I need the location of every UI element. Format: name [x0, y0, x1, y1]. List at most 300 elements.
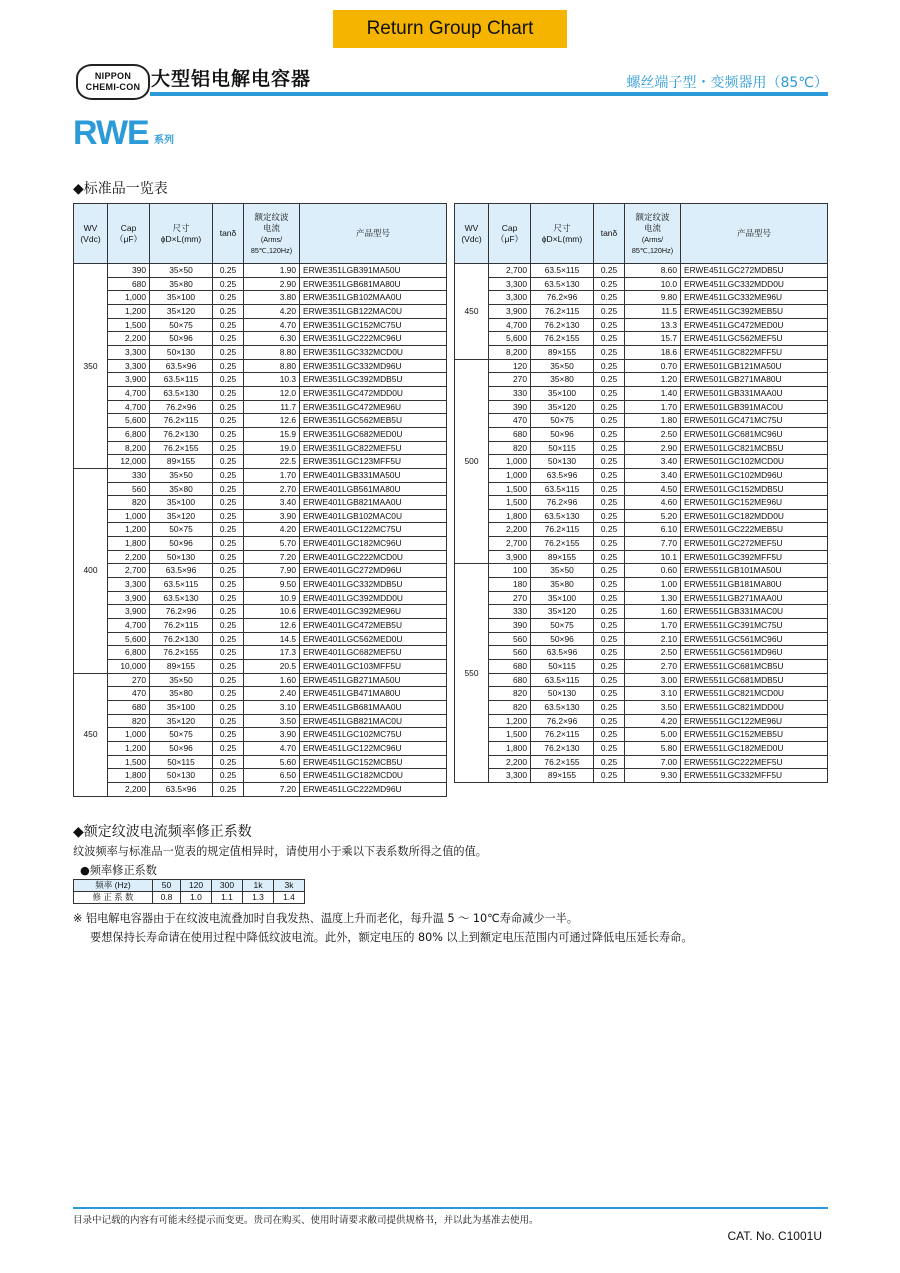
cap-cell: 1,000: [489, 455, 531, 469]
ripple-cell: 4.20: [625, 714, 681, 728]
ripple-cell: 6.10: [625, 523, 681, 537]
tan-cell: 0.25: [213, 400, 244, 414]
tan-cell: 0.25: [594, 523, 625, 537]
cap-cell: 390: [489, 619, 531, 633]
size-cell: 35×50: [150, 468, 213, 482]
cap-cell: 3,900: [489, 550, 531, 564]
table-row: [455, 673, 828, 687]
part-number-cell: ERWE451LGC102MC75U: [300, 728, 447, 742]
tan-cell: 0.25: [213, 687, 244, 701]
part-number-cell: ERWE501LGC681MC96U: [681, 427, 828, 441]
ripple-cell: 1.70: [625, 400, 681, 414]
logo-line2: CHEMI-CON: [85, 82, 141, 92]
size-cell: 35×50: [150, 264, 213, 278]
part-number-cell: ERWE551LGB331MAC0U: [681, 605, 828, 619]
return-group-chart-button[interactable]: Return Group Chart: [333, 10, 567, 48]
part-number-cell: ERWE351LGC332MCD0U: [300, 345, 447, 359]
size-cell: 50×130: [531, 687, 594, 701]
col-cap: Cap （μF）: [108, 204, 150, 264]
note-ripple: 要想保持长寿命请在使用过程中降低纹波电流。此外，额定电压的 80% 以上到额定电压范围内可通过降低电压延长寿命。: [90, 931, 693, 944]
part-number-cell: ERWE351LGC562MEB5U: [300, 414, 447, 428]
cap-cell: 5,600: [108, 414, 150, 428]
tan-cell: 0.25: [213, 414, 244, 428]
size-cell: 50×115: [150, 755, 213, 769]
col-cap: Cap （μF）: [489, 204, 531, 264]
size-cell: 50×130: [150, 345, 213, 359]
size-cell: 89×155: [150, 455, 213, 469]
tan-cell: 0.25: [594, 455, 625, 469]
part-number-cell: ERWE501LGB271MA80U: [681, 373, 828, 387]
size-cell: 35×80: [150, 687, 213, 701]
ripple-cell: 1.70: [625, 619, 681, 633]
tan-cell: 0.25: [213, 304, 244, 318]
size-cell: 50×130: [150, 769, 213, 783]
cap-cell: 680: [489, 427, 531, 441]
cap-cell: 1,800: [489, 509, 531, 523]
size-cell: 76.2×96: [531, 496, 594, 510]
table-row: [74, 304, 447, 318]
tan-cell: 0.25: [594, 332, 625, 346]
part-number-cell: ERWE401LGC122MC75U: [300, 523, 447, 537]
table-row: [455, 564, 828, 578]
cap-cell: 3,300: [108, 578, 150, 592]
ripple-cell: 1.70: [244, 468, 300, 482]
cap-cell: 6,800: [108, 427, 150, 441]
tan-cell: 0.25: [213, 728, 244, 742]
cap-cell: 10,000: [108, 660, 150, 674]
tan-cell: 0.25: [213, 427, 244, 441]
part-number-cell: ERWE351LGC152MC75U: [300, 318, 447, 332]
ripple-cell: 0.60: [625, 564, 681, 578]
ripple-cell: 15.7: [625, 332, 681, 346]
tan-cell: 0.25: [594, 427, 625, 441]
table-row: [74, 537, 447, 551]
table-row: [455, 619, 828, 633]
size-cell: 35×80: [150, 277, 213, 291]
ripple-cell: 5.60: [244, 755, 300, 769]
size-cell: 63.5×130: [150, 591, 213, 605]
table-row: [74, 755, 447, 769]
ripple-cell: 3.50: [625, 701, 681, 715]
ripple-cell: 9.50: [244, 578, 300, 592]
cap-cell: 3,300: [108, 359, 150, 373]
table-row: [455, 414, 828, 428]
cap-cell: 180: [489, 578, 531, 592]
cap-cell: 2,200: [489, 523, 531, 537]
table-header-row: [455, 204, 828, 264]
size-cell: 63.5×130: [150, 386, 213, 400]
col-ripple: 额定纹波 电流 (Arms/ 85℃,120Hz): [625, 204, 681, 264]
size-cell: 63.5×96: [150, 782, 213, 796]
cap-cell: 470: [108, 687, 150, 701]
size-cell: 76.2×130: [150, 427, 213, 441]
part-number-cell: ERWE551LGC561MC96U: [681, 632, 828, 646]
cap-cell: 330: [489, 605, 531, 619]
size-cell: 63.5×130: [531, 277, 594, 291]
cap-cell: 330: [108, 468, 150, 482]
size-cell: 63.5×96: [150, 564, 213, 578]
tan-cell: 0.25: [594, 468, 625, 482]
part-number-cell: ERWE351LGB391MA50U: [300, 264, 447, 278]
size-cell: 50×115: [531, 660, 594, 674]
tan-cell: 0.25: [213, 386, 244, 400]
table-row: [74, 701, 447, 715]
ripple-cell: 1.40: [625, 386, 681, 400]
size-cell: 76.2×130: [150, 632, 213, 646]
part-number-cell: ERWE401LGB561MA80U: [300, 482, 447, 496]
tan-cell: 0.25: [213, 291, 244, 305]
cap-cell: 680: [108, 701, 150, 715]
tan-cell: 0.25: [594, 400, 625, 414]
tan-cell: 0.25: [213, 482, 244, 496]
part-number-cell: ERWE351LGB681MA80U: [300, 277, 447, 291]
size-cell: 50×96: [150, 741, 213, 755]
part-number-cell: ERWE551LGC561MD96U: [681, 646, 828, 660]
part-number-cell: ERWE451LGC332MDD0U: [681, 277, 828, 291]
table-row: [455, 646, 828, 660]
cap-cell: 560: [489, 632, 531, 646]
table-row: [455, 427, 828, 441]
size-cell: 63.5×130: [531, 509, 594, 523]
tan-cell: 0.25: [594, 755, 625, 769]
cap-cell: 2,700: [108, 564, 150, 578]
cap-cell: 2,200: [108, 782, 150, 796]
tan-cell: 0.25: [213, 264, 244, 278]
cap-cell: 3,900: [108, 605, 150, 619]
table-row: [74, 591, 447, 605]
cap-cell: 820: [489, 687, 531, 701]
cap-cell: 820: [489, 441, 531, 455]
tan-cell: 0.25: [594, 728, 625, 742]
tan-cell: 0.25: [213, 619, 244, 633]
size-cell: 50×115: [531, 441, 594, 455]
table-row: [74, 782, 447, 796]
table-row: [455, 550, 828, 564]
size-cell: 35×100: [150, 496, 213, 510]
tan-cell: 0.25: [594, 714, 625, 728]
size-cell: 76.2×155: [531, 332, 594, 346]
ripple-cell: 15.9: [244, 427, 300, 441]
ripple-cell: 3.10: [244, 701, 300, 715]
table-row: [455, 496, 828, 510]
size-cell: 35×50: [531, 359, 594, 373]
table-row: [74, 673, 447, 687]
table-row: [455, 304, 828, 318]
size-cell: 63.5×130: [531, 701, 594, 715]
tan-cell: 0.25: [594, 646, 625, 660]
size-cell: 76.2×96: [531, 714, 594, 728]
table-row: [455, 318, 828, 332]
part-number-cell: ERWE451LGC182MCD0U: [300, 769, 447, 783]
size-cell: 63.5×115: [531, 482, 594, 496]
size-cell: 35×80: [531, 373, 594, 387]
size-cell: 50×96: [150, 332, 213, 346]
tan-cell: 0.25: [213, 496, 244, 510]
size-cell: 76.2×96: [150, 605, 213, 619]
cap-cell: 8,200: [108, 441, 150, 455]
part-number-cell: ERWE551LGC391MC75U: [681, 619, 828, 633]
tan-cell: 0.25: [594, 591, 625, 605]
part-number-cell: ERWE351LGC472MDD0U: [300, 386, 447, 400]
cap-cell: 2,200: [108, 332, 150, 346]
col-part-number: 产品型号: [300, 204, 447, 264]
tan-cell: 0.25: [594, 578, 625, 592]
cap-cell: 1,200: [489, 714, 531, 728]
cap-cell: 3,900: [108, 373, 150, 387]
ripple-cell: 6.50: [244, 769, 300, 783]
tan-cell: 0.25: [213, 345, 244, 359]
coefficient-row: [74, 892, 305, 904]
cap-cell: 1,200: [108, 304, 150, 318]
ripple-cell: 17.3: [244, 646, 300, 660]
cap-cell: 560: [108, 482, 150, 496]
ripple-cell: 5.80: [625, 741, 681, 755]
size-cell: 35×100: [531, 591, 594, 605]
part-number-cell: ERWE401LGC682MEF5U: [300, 646, 447, 660]
tan-cell: 0.25: [213, 782, 244, 796]
table-row: [74, 414, 447, 428]
ripple-cell: 9.80: [625, 291, 681, 305]
size-cell: 76.2×115: [531, 523, 594, 537]
table-row: [455, 728, 828, 742]
size-cell: 35×80: [531, 578, 594, 592]
ripple-cell: 13.3: [625, 318, 681, 332]
cap-cell: 2,200: [489, 755, 531, 769]
tan-cell: 0.25: [594, 564, 625, 578]
cap-cell: 12,000: [108, 455, 150, 469]
size-cell: 89×155: [531, 345, 594, 359]
size-cell: 35×120: [531, 605, 594, 619]
part-number-cell: ERWE401LGB331MA50U: [300, 468, 447, 482]
cap-cell: 3,300: [489, 769, 531, 783]
part-number-cell: ERWE501LGB331MAA0U: [681, 386, 828, 400]
part-number-cell: ERWE551LGC122ME96U: [681, 714, 828, 728]
standard-table-left: [73, 203, 447, 797]
size-cell: 35×100: [150, 701, 213, 715]
table-row: [74, 482, 447, 496]
part-number-cell: ERWE551LGC681MCB5U: [681, 660, 828, 674]
tan-cell: 0.25: [594, 509, 625, 523]
part-number-cell: ERWE501LGC222MEB5U: [681, 523, 828, 537]
tan-cell: 0.25: [594, 482, 625, 496]
ripple-cell: 1.00: [625, 578, 681, 592]
table-row: [74, 468, 447, 482]
ripple-cell: 2.50: [625, 646, 681, 660]
cap-cell: 270: [489, 591, 531, 605]
ripple-cell: 10.1: [625, 550, 681, 564]
table-row: [455, 578, 828, 592]
ripple-cell: 19.0: [244, 441, 300, 455]
size-cell: 63.5×115: [531, 673, 594, 687]
tan-cell: 0.25: [594, 619, 625, 633]
size-cell: 35×120: [150, 714, 213, 728]
part-number-cell: ERWE551LGC821MCD0U: [681, 687, 828, 701]
tan-cell: 0.25: [594, 345, 625, 359]
table-row: [455, 509, 828, 523]
table-row: [455, 455, 828, 469]
freq-cell: 3k: [274, 880, 305, 892]
table-row: [74, 373, 447, 387]
part-number-cell: ERWE451LGC562MEF5U: [681, 332, 828, 346]
table-row: [74, 496, 447, 510]
table-row: [74, 455, 447, 469]
coef-cell: 1.0: [181, 892, 212, 904]
ripple-cell: 3.50: [244, 714, 300, 728]
tan-cell: 0.25: [213, 673, 244, 687]
col-tan: tanδ: [213, 204, 244, 264]
tan-cell: 0.25: [594, 632, 625, 646]
cap-cell: 5,600: [489, 332, 531, 346]
part-number-cell: ERWE351LGC822MEF5U: [300, 441, 447, 455]
ripple-cell: 7.20: [244, 782, 300, 796]
tan-cell: 0.25: [213, 455, 244, 469]
ripple-cell: 4.60: [625, 496, 681, 510]
ripple-cell: 3.10: [625, 687, 681, 701]
ripple-cell: 20.5: [244, 660, 300, 674]
tan-cell: 0.25: [213, 578, 244, 592]
size-cell: 35×50: [531, 564, 594, 578]
size-cell: 89×155: [531, 550, 594, 564]
size-cell: 76.2×115: [531, 728, 594, 742]
part-number-cell: ERWE351LGB122MAC0U: [300, 304, 447, 318]
size-cell: 35×100: [150, 291, 213, 305]
part-number-cell: ERWE501LGC471MC75U: [681, 414, 828, 428]
table-row: [74, 728, 447, 742]
wv-cell: 550: [455, 564, 489, 783]
table-row: [74, 386, 447, 400]
table-row: [455, 441, 828, 455]
tan-cell: 0.25: [213, 373, 244, 387]
cap-cell: 680: [489, 660, 531, 674]
table-row: [74, 441, 447, 455]
ripple-cell: 9.30: [625, 769, 681, 783]
col-tan: tanδ: [594, 204, 625, 264]
table-row: [74, 769, 447, 783]
table-row: [74, 264, 447, 278]
ripple-cell: 22.5: [244, 455, 300, 469]
table-row: [74, 687, 447, 701]
cap-cell: 1,500: [489, 482, 531, 496]
tan-cell: 0.25: [213, 769, 244, 783]
size-cell: 63.5×115: [531, 264, 594, 278]
part-number-cell: ERWE501LGC152MDB5U: [681, 482, 828, 496]
size-cell: 89×155: [150, 660, 213, 674]
tan-cell: 0.25: [594, 277, 625, 291]
part-number-cell: ERWE451LGC472MED0U: [681, 318, 828, 332]
ripple-cell: 5.70: [244, 537, 300, 551]
part-number-cell: ERWE451LGC392MEB5U: [681, 304, 828, 318]
catalog-number: CAT. No. C1001U: [727, 1229, 822, 1243]
cap-cell: 1,000: [108, 728, 150, 742]
part-number-cell: ERWE451LGB471MA80U: [300, 687, 447, 701]
tan-cell: 0.25: [594, 441, 625, 455]
cap-cell: 270: [489, 373, 531, 387]
part-number-cell: ERWE401LGC332MDB5U: [300, 578, 447, 592]
size-cell: 76.2×96: [150, 400, 213, 414]
tan-cell: 0.25: [213, 660, 244, 674]
cap-cell: 6,800: [108, 646, 150, 660]
tan-cell: 0.25: [594, 414, 625, 428]
cap-cell: 270: [108, 673, 150, 687]
table-row: [74, 632, 447, 646]
size-cell: 50×96: [150, 537, 213, 551]
cap-cell: 5,600: [108, 632, 150, 646]
tan-cell: 0.25: [594, 318, 625, 332]
cap-cell: 1,000: [108, 509, 150, 523]
part-number-cell: ERWE451LGB271MA50U: [300, 673, 447, 687]
tan-cell: 0.25: [594, 550, 625, 564]
tan-cell: 0.25: [594, 304, 625, 318]
size-cell: 63.5×96: [531, 646, 594, 660]
ripple-cell: 7.00: [625, 755, 681, 769]
col-size: 尺寸 ϕD×L(mm): [531, 204, 594, 264]
tan-cell: 0.25: [213, 441, 244, 455]
cap-cell: 820: [108, 496, 150, 510]
ripple-cell: 1.80: [625, 414, 681, 428]
part-number-cell: ERWE451LGC272MDB5U: [681, 264, 828, 278]
ripple-cell: 1.60: [244, 673, 300, 687]
part-number-cell: ERWE401LGC182MC96U: [300, 537, 447, 551]
ripple-cell: 3.90: [244, 728, 300, 742]
cap-cell: 390: [108, 264, 150, 278]
size-cell: 50×75: [531, 414, 594, 428]
coef-cell: 0.8: [153, 892, 181, 904]
table-row: [455, 332, 828, 346]
table-row: [74, 509, 447, 523]
footer-rule: [73, 1207, 828, 1209]
part-number-cell: ERWE351LGB102MAA0U: [300, 291, 447, 305]
frequency-table-title: ●频率修正系数: [80, 864, 157, 877]
part-number-cell: ERWE401LGB102MAC0U: [300, 509, 447, 523]
part-number-cell: ERWE401LGC392ME96U: [300, 605, 447, 619]
table-row: [74, 564, 447, 578]
part-number-cell: ERWE451LGB681MAA0U: [300, 701, 447, 715]
part-number-cell: ERWE451LGC332ME96U: [681, 291, 828, 305]
cap-cell: 3,900: [489, 304, 531, 318]
ripple-cell: 18.6: [625, 345, 681, 359]
standard-table-right: [454, 203, 828, 783]
tan-cell: 0.25: [213, 509, 244, 523]
tan-cell: 0.25: [594, 605, 625, 619]
col-part-number: 产品型号: [681, 204, 828, 264]
tan-cell: 0.25: [594, 386, 625, 400]
size-cell: 76.2×130: [531, 741, 594, 755]
ripple-cell: 12.6: [244, 414, 300, 428]
part-number-cell: ERWE501LGB121MA50U: [681, 359, 828, 373]
cap-cell: 390: [489, 400, 531, 414]
ripple-cell: 2.10: [625, 632, 681, 646]
table-header-row: [74, 204, 447, 264]
size-cell: 76.2×155: [150, 441, 213, 455]
cap-cell: 1,800: [108, 537, 150, 551]
part-number-cell: ERWE351LGC682MED0U: [300, 427, 447, 441]
tan-cell: 0.25: [213, 714, 244, 728]
cap-cell: 330: [489, 386, 531, 400]
part-number-cell: ERWE351LGC123MFF5U: [300, 455, 447, 469]
cap-cell: 1,000: [108, 291, 150, 305]
ripple-cell: 7.90: [244, 564, 300, 578]
col-size: 尺寸 ϕD×L(mm): [150, 204, 213, 264]
table-row: [455, 660, 828, 674]
frequency-row: [74, 880, 305, 892]
tan-cell: 0.25: [594, 769, 625, 783]
table-row: [74, 345, 447, 359]
size-cell: 63.5×115: [150, 578, 213, 592]
table-row: [455, 755, 828, 769]
wv-cell: 450: [455, 264, 489, 360]
size-cell: 76.2×155: [531, 755, 594, 769]
table-row: [74, 550, 447, 564]
